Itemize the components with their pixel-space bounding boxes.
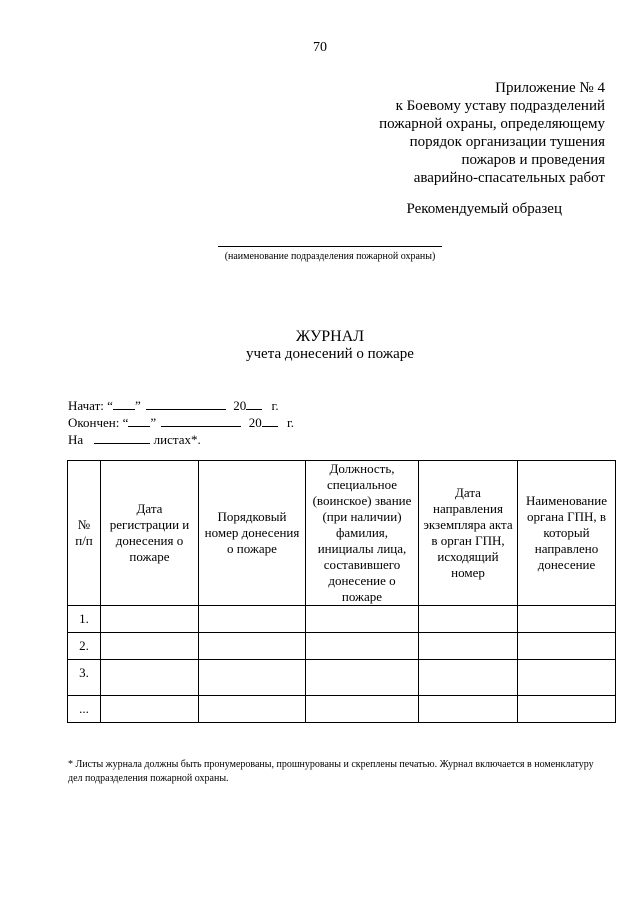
row-number: 3.	[68, 660, 101, 696]
started-line	[68, 397, 279, 414]
appendix-line: к Боевому уставу подразделений	[395, 98, 605, 114]
appendix-line: пожарной охраны, определяющему	[379, 116, 605, 132]
recommended-sample-label: Рекомендуемый образец	[406, 201, 562, 217]
table-row	[68, 633, 616, 660]
table-cell	[199, 696, 306, 723]
table-cell	[419, 696, 518, 723]
sheets-count-blank	[94, 431, 150, 444]
started-label: Начат: “	[68, 398, 113, 413]
row-number: 2.	[68, 633, 101, 660]
appendix-line: пожаров и проведения	[461, 152, 605, 168]
table-cell	[306, 606, 419, 633]
col-header-number: № п/п	[68, 461, 101, 606]
journal-subtitle: учета донесений о пожаре	[246, 346, 414, 362]
ended-line	[68, 414, 294, 431]
year-suffix: г.	[286, 415, 295, 430]
appendix-line: аварийно-спасательных работ	[413, 170, 605, 186]
day-blank	[128, 414, 150, 427]
sheets-label: листах*.	[153, 432, 201, 447]
col-header-sending-date: Дата направления экземпляра акта в орган ГПН, исходящий номер	[419, 461, 518, 606]
table-cell	[306, 660, 419, 696]
quote-close: ”	[134, 398, 141, 413]
page-number: 70	[313, 40, 327, 55]
appendix-heading	[340, 79, 605, 187]
col-header-registration-date: Дата регистрации и донесения о пожаре	[101, 461, 199, 606]
table-cell	[419, 633, 518, 660]
table-cell	[518, 633, 616, 660]
table-cell	[306, 633, 419, 660]
month-blank	[146, 397, 226, 410]
year-blank	[246, 397, 262, 410]
on-label: На	[68, 432, 84, 447]
ended-label: Окончен: “	[68, 415, 129, 430]
col-header-gpn-body: Наименование органа ГПН, в который направлено донесение	[518, 461, 616, 606]
table-cell	[518, 696, 616, 723]
table-row	[68, 660, 616, 696]
quote-close: ”	[150, 415, 157, 430]
table-cell	[101, 633, 199, 660]
org-name-caption: (наименование подразделения пожарной охраны)	[224, 251, 436, 262]
table-cell	[101, 606, 199, 633]
sheets-line	[68, 431, 201, 448]
year-suffix: г.	[271, 398, 279, 413]
table-header-row	[68, 461, 616, 606]
appendix-line: порядок организации тушения	[409, 134, 605, 150]
row-number: 1.	[68, 606, 101, 633]
table-cell	[419, 660, 518, 696]
journal-table	[67, 460, 616, 723]
org-name-blank-line	[218, 246, 442, 247]
month-blank	[161, 414, 241, 427]
day-blank	[113, 397, 135, 410]
col-header-author: Должность, специальное (воинское) звание (при наличии) фамилия, инициалы лица, составившего донесение о пожаре	[306, 461, 419, 606]
table-cell	[199, 660, 306, 696]
table-cell	[419, 606, 518, 633]
table-cell	[518, 660, 616, 696]
year-blank	[262, 414, 278, 427]
table-row	[68, 696, 616, 723]
year-prefix: 20	[233, 398, 247, 413]
table-cell	[101, 696, 199, 723]
table-row	[68, 606, 616, 633]
year-prefix: 20	[248, 415, 262, 430]
row-number: ...	[68, 696, 101, 723]
journal-title: ЖУРНАЛ	[295, 328, 365, 345]
col-header-report-number: Порядковый номер донесения о пожаре	[199, 461, 306, 606]
table-cell	[518, 606, 616, 633]
table-cell	[199, 606, 306, 633]
footnote: * Листы журнала должны быть пронумерованы, прошнурованы и скреплены печатью. Журнал включается в номенклатуру дел подразделения пожарной охраны.	[68, 759, 594, 784]
table-cell	[101, 660, 199, 696]
table-cell	[199, 633, 306, 660]
appendix-line: Приложение № 4	[495, 80, 605, 96]
table-cell	[306, 696, 419, 723]
